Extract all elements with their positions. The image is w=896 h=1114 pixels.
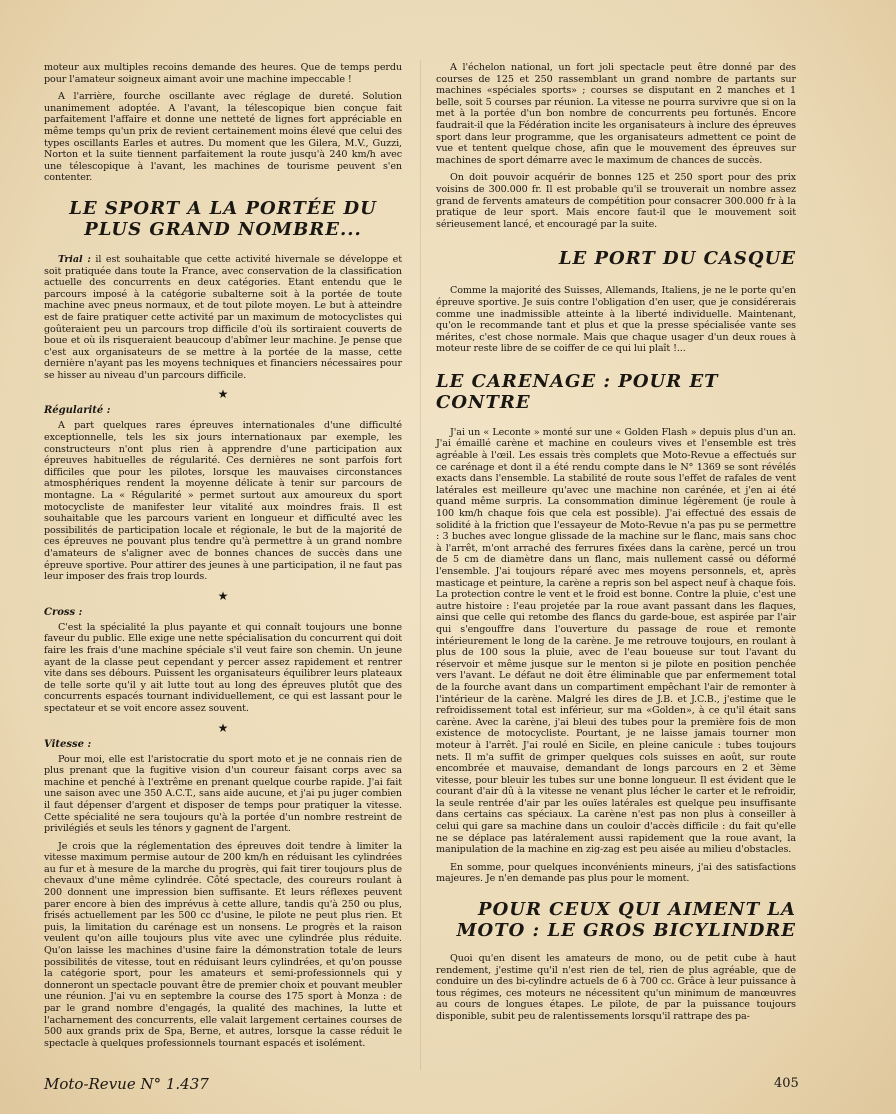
section-heading: LE PORT DU CASQUE: [558, 248, 796, 270]
section-heading: LE SPORT A LA PORTÉE DU PLUS GRAND NOMBRE...: [69, 197, 377, 240]
paragraph: A part quelques rares épreuves internationales d'une difficulté exceptionnelle, tels les six jours internationaux par exemple, les constructeurs n'ont plus rien à apprendre d'une participation aux épreuves habituelles de régularité. Ces dernières ne sont parfois fort difficiles que pour les pilotes, lorsque les mauvaises circonstances atmosphériques rendent la moyenne délicate à tenir sur parcours de montagne. La « Régularité » permet surtout aux amoureux du sport motocycliste de manifester leur vitalité aux moindres frais. Il est souhaitable que les parcours varient en longueur et difficulté avec les possibilités de participation locale et régionale, le but de la majorité de ces épreuves ne pouvant plus tendre qu'à permettre à un grand nombre d'amateurs de s'aligner avec de bonnes chances de succès dans une épreuve sportive. Pour attirer des jeunes à une participation, il ne faut pas leur imposer des frais trop lourds.: [44, 420, 402, 583]
paragraph: On doit pouvoir acquérir de bonnes 125 et 250 sport pour des prix voisins de 300.000 fr. Il est probable qu'il se trouverait un nombre assez grand de fervents amateurs de compétition pour consacrer 300.000 fr à la pratique de leur sport. Mais encore faut-il que le mouvement soit sérieusement lancé, et encouragé par la suite.: [436, 172, 796, 230]
subheading-vitesse: Vitesse :: [44, 738, 92, 750]
section-heading: POUR CEUX QUI AIMENT LA MOTO : LE GROS BICYLINDRE: [456, 899, 796, 942]
star-separator: ★: [217, 387, 229, 402]
paragraph: A l'arrière, fourche oscillante avec réglage de dureté. Solution unanimement adoptée. A l'avant, la télescopique bien conçue fait parfaitement l'affaire et donne une netteté de lignes fort appréciable en même temps qu'un prix de revient certainement moins élevé que celui des types oscillants Earles et autres. Du moment que les Gilera, M.V., Guzzi, Norton et la suite tiennent parfaitement la route jusqu'à 240 km/h avec une télescopique à l'avant, les machines de tourisme peuvent s'en contenter.: [44, 91, 402, 184]
paragraph: J'ai un « Leconte » monté sur une « Golden Flash » depuis plus d'un an. J'ai émaillé carène et machine en couleurs vives et l'ensemble est très agréable à l'œil. Les essais très complets que Moto-Revue a effectués sur ce carénage et dont il a été rendu compte dans le N° 1369 se sont révélés exacts dans l'ensemble. La stabilité de route sous l'effet de rafales de vent latérales est meilleure qu'avec une machine non carénée, et j'en ai été quand même surpris. La consommation diminue légèrement (je roule à 100 km/h chaque fois que cela est possible). J'ai effectué des essais de solidité à la friction que l'essayeur de Moto-Revue n'a pas pu se permettre : 3 buches avec longue glissade de la machine sur le flanc, mais sans choc à l'arrêt, m'ont arraché des ferrures fixées dans la carène, percé un trou de 5 cm de diamètre dans un flanc, mais nullement cassé ou déformé l'ensemble. J'ai toujours réparé avec mes moyens personnels, et, après masticage et peinture, la carène a repris son bel aspect neuf à chaque fois. La protection contre le vent et le froid est bonne. Contre la pluie, c'est une autre histoire : l'eau projetée par la roue avant passant dans les flaques, ainsi que celle qui retombe des flancs du garde-boue, est aspirée par l'air qui s'engouffre dans l'ouverture du passage de roue et remonte intérieurement le long de la carène. Je me retrouve toujours, en roulant à plus de 100 sous la pluie, avec de l'eau boueuse sur tout l'avant du réservoir et même jusque sur le menton si je pilote en position penchée vers l'avant. Le défaut ne doit être éliminable que par enfermement total de la fourche avant dans un compartiment empêchant l'air de remonter à l'intérieur de la carène. Malgré les dires de J.B. et J.C.B., j'estime que le refroidissement total est inférieur, sur ma «Golden», à ce qu'il était sans carène. Avec la carène, j'ai bleui des tubes pour la première fois de mon existence de motocycliste. Pourtant, je ne laisse jamais tourner mon moteur à l'arrêt. J'ai roulé en Sicile, en pleine canicule : tubes toujours nets. Il m'a suffit de grimper quelques cols suisses en août, sur route encombrée et mauvaise, demandant de longs parcours en 2 et 3ème vitesse, pour bleuir les tubes sur une bonne longueur. Il est évident que le courant d'air dû à la vitesse ne venant plus lécher le carter et le refroidir, la seule rentrée d'air par les ouïes latérales est quelque peu insuffisante dans certains cas spéciaux. La carène n'est pas non plus à conseiller à celui qui gare sa machine dans un couloir d'accès difficile : du fait qu'elle ne se déplace pas latéralement aussi rapidement que la roue avant, la manipulation de la machine en zig-zag est peu aisée au milieu d'obstacles.: [436, 426, 796, 856]
magazine-issue: Moto-Revue N° 1.437: [44, 1075, 209, 1093]
page-number: 405: [774, 1076, 799, 1091]
paragraph: moteur aux multiples recoins demande des heures. Que de temps perdu pour l'amateur soigneux aimant avoir une machine impeccable !: [44, 62, 402, 85]
column-divider: [420, 60, 421, 1070]
section-heading: LE CARENAGE : POUR ET CONTRE: [436, 370, 719, 413]
paragraph: Quoi qu'en disent les amateurs de mono, ou de petit cube à haut rendement, j'estime qu'il n'est rien de tel, rien de plus agréable, que de conduire un des bi-cylindre actuels de 6 à 700 cc. Grâce à leur puissance à tous régimes, ces moteurs ne nécessitent qu'un minimum de manœuvres au cours de longues étapes. Le pilote, de par la puissance toujours disponible, subit peu de ralentissements lorsqu'il rattrape des pa-: [436, 953, 796, 1022]
paragraph: [44, 254, 402, 382]
paragraph: En somme, pour quelques inconvénients mineurs, j'ai des satisfactions majeures. Je n'en demande pas plus pour le moment.: [436, 861, 796, 885]
star-separator: ★: [217, 588, 229, 603]
paragraph: C'est la spécialité la plus payante et qui connaît toujours une bonne faveur du public. Elle exige une nette spécialisation du concurrent qui doit faire les frais d'une machine spéciale s'il veut faire son chemin. Un jeune ayant de la classe peut cependant y percer assez rapidement et rentrer vite dans ses débours. Puissent les organisateurs équilibrer leurs plateaux de telle sorte qu'il y ait lutte tout au long des épreuves plutôt que des concurrents espacés tournant individuellement, ce qui est lassant pour le spectateur et se voit encore assez souvent.: [44, 621, 402, 714]
left-column: [44, 62, 402, 1055]
subheading-regularite: Régularité :: [44, 405, 111, 417]
paragraph: Comme la majorité des Suisses, Allemands, Italiens, je ne le porte qu'en épreuve sportive. Je suis contre l'obligation d'en user, que je considérerais comme une inadmissible atteinte à la liberté individuelle. Maintenant, qu'on le recommande tant et plus et que la presse spécialisée vante ses mérites, c'est chose normale. Mais que chaque usager d'un deux roues à moteur reste libre de se coiffer de ce qui lui plaît !...: [436, 285, 796, 355]
trial-label: Trial :: [58, 253, 91, 265]
star-separator: ★: [217, 720, 229, 735]
right-column: [436, 62, 796, 1029]
paragraph: Pour moi, elle est l'aristocratie du sport moto et je ne connais rien de plus prenant que la fugitive vision d'un coureur faisant corps avec sa machine et penché à l'extrême en prenant quelque courbe rapide. J'ai fait une saison avec une 350 A.C.T., sans aide aucune, et j'ai pu juger combien il faut dépenser d'argent et disposer de temps pour pratiquer la vitesse. Cette spécialité ne sera toujours qu'à la portée d'un nombre restreint de privilégiés et seuls les ténors y gagnent de l'argent.: [44, 753, 402, 835]
paragraph: Je crois que la réglementation des épreuves doit tendre à limiter la vitesse maximum permise autour de 200 km/h en réduisant les cylindrées au fur et à mesure de la marche du progrès, qui fait tirer toujours plus de chevaux d'une même cylindrée. Côté spectacle, des coureurs roulant à 200 donnent une impression bien suffisante. Et leurs réflexes peuvent parer encore à bien des imprévus à cette allure, tandis qu'à 250 ou plus, frisés actuellement par les 500 cc d'usine, le pilote ne peut plus rien. Et puis, la limitation du carénage est un nonsens. Le progrès et la raison veulent qu'on aille toujours plus vite avec une cylindrée plus réduite. Qu'on laisse les machines d'usine faire la démonstration totale de leurs possibilités de vitesse, tout en réduisant leurs cylindrées, et qu'on pousse la catégorie sport, pour les amateurs et semi-professionnels qui y donneront un spectacle pouvant être de premier choix et pouvant meubler une réunion. J'ai vu en septembre la course des 175 sport à Monza : de par le grand nombre d'engagés, la qualité des machines, la lutte et l'acharnement des concurrents, elle valait largement certaines courses de 500 aux grands prix de Spa, Berne, et autres, lorsque la casse réduit le spectacle à quelques professionnels tournant espacés et isolément.: [44, 840, 402, 1049]
subheading-cross: Cross :: [44, 606, 83, 618]
paragraph: A l'échelon national, un fort joli spectacle peut être donné par des courses de 125 et 250 rassemblant un grand nombre de partants sur machines «spéciales sports» ; courses se disputant en 2 manches et 1 belle, soit 5 courses par réunion. La vitesse ne pourra survivre que si on la met à la portée d'un bon nombre de concurrents peu fortunés. Encore faudrait-il que la Fédération incite les organisateurs à inclure des épreuves sport dans leur programme, que les organisateurs admettent ce point de vue et tentent quelque chose, afin que le mouvement des épreuves sur machines de sport démarre avec le maximum de chances de succès.: [436, 62, 796, 166]
trial-text: il est souhaitable que cette activité hivernale se développe et soit pratiquée dans toute la France, avec conservation de la classification actuelle des concurrents en deux catégories. Etant entendu que le parcours imposé à la catégorie subalterne soit à la portée de toute machine avec pneus normaux, et de tout pilote moyen. Le but à atteindre est de faire pratiquer cette activité par un maximum de motocyclistes qui goûteraient peu un parcours trop difficile d'où ils sortiraient couverts de boue et où ils risqueraient beaucoup d'abîmer leur machine. Je pense que c'est aux organisateurs de se mettre à la portée de la masse, cette dernière n'ayant pas les moyens techniques et financiers nécessaires pour se hisser au niveau d'un parcours difficile.: [44, 253, 402, 381]
